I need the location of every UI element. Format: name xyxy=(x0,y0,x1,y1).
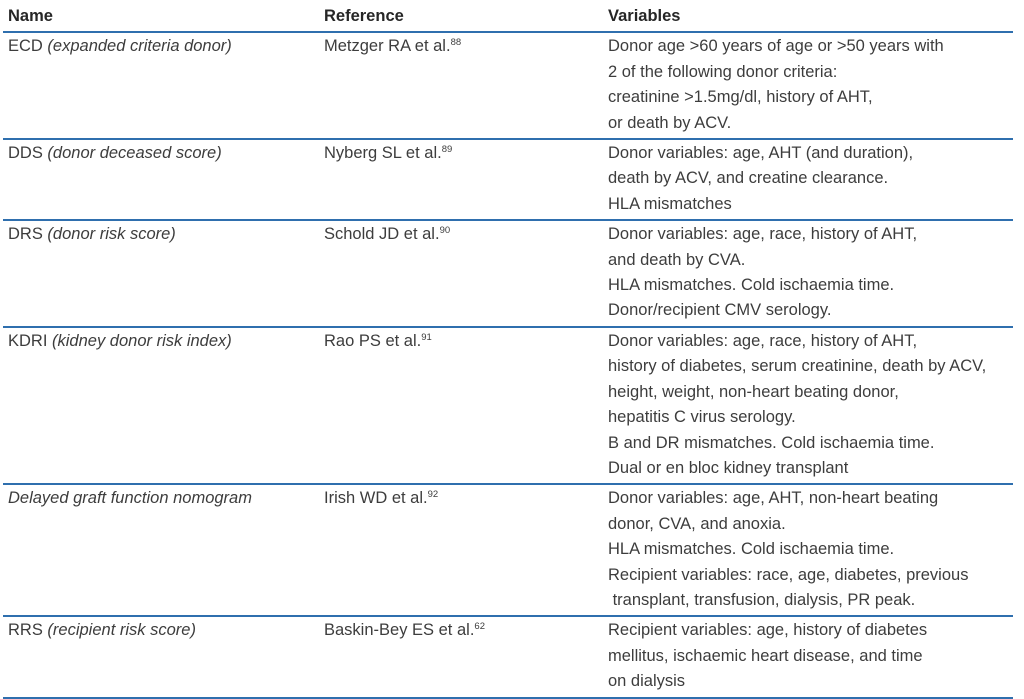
reference-number: 90 xyxy=(439,225,451,237)
reference-number: 91 xyxy=(421,331,432,343)
score-acronym: DRS xyxy=(8,225,48,244)
table-header-row xyxy=(3,0,1013,33)
reference-cell xyxy=(324,485,608,615)
variables-line: HLA mismatches. Cold ischaemia time. xyxy=(608,276,895,295)
reference-citation: Rao PS et al. xyxy=(324,331,422,350)
variables-cell xyxy=(608,617,1013,696)
variables-line: height, weight, non-heart beating donor, xyxy=(608,382,899,401)
reference-number: 62 xyxy=(474,621,485,633)
table-row-dgf-nomogram xyxy=(3,485,1013,617)
variables-line: Donor variables: age, race, history of AHT, xyxy=(608,331,918,350)
score-full-name: (expanded criteria donor) xyxy=(47,37,232,56)
score-acronym: ECD xyxy=(8,37,48,56)
variables-line: Recipient variables: race, age, diabetes, previous xyxy=(608,565,969,584)
name-cell xyxy=(3,33,324,138)
table-row-dds xyxy=(3,140,1013,221)
table-row-rrs xyxy=(3,617,1013,698)
reference-citation: Baskin-Bey ES et al. xyxy=(324,621,475,640)
reference-cell xyxy=(324,617,608,696)
variables-line: Donor variables: age, AHT, non-heart beating xyxy=(608,489,939,508)
name-cell xyxy=(3,485,324,615)
score-full-name: Delayed graft function nomogram xyxy=(8,489,252,508)
score-acronym: KDRI xyxy=(8,331,53,350)
reference-citation: Irish WD et al. xyxy=(324,489,428,508)
variables-line: on dialysis xyxy=(608,672,686,691)
score-full-name: (donor deceased score) xyxy=(47,144,222,163)
variables-line: creatinine >1.5mg/dl, history of AHT, xyxy=(608,88,873,107)
variables-line: HLA mismatches. Cold ischaemia time. xyxy=(608,540,895,559)
table-row-ecd xyxy=(3,33,1013,140)
reference-cell xyxy=(324,328,608,483)
variables-cell xyxy=(608,140,1013,219)
variables-cell xyxy=(608,485,1013,615)
variables-line: mellitus, ischaemic heart disease, and time xyxy=(608,646,923,665)
variables-line: hepatitis C virus serology. xyxy=(608,408,796,427)
name-cell xyxy=(3,617,324,696)
score-acronym: DDS xyxy=(8,144,48,163)
column-header-variables: Variables xyxy=(608,7,681,25)
reference-cell xyxy=(324,140,608,219)
variables-line: B and DR mismatches. Cold ischaemia time. xyxy=(608,433,935,452)
score-full-name: (recipient risk score) xyxy=(47,621,196,640)
name-cell xyxy=(3,140,324,219)
variables-line: Donor variables: age, AHT (and duration), xyxy=(608,144,914,163)
variables-cell xyxy=(608,328,1013,483)
column-header-reference: Reference xyxy=(324,7,404,25)
variables-line: 2 of the following donor criteria: xyxy=(608,62,838,81)
reference-number: 88 xyxy=(450,37,462,49)
variables-line: or death by ACV. xyxy=(608,113,732,132)
score-full-name: (donor risk score) xyxy=(47,225,176,244)
variables-line: transplant, transfusion, dialysis, PR peak. xyxy=(608,590,916,609)
variables-line: Recipient variables: age, history of diabetes xyxy=(608,621,928,640)
reference-cell xyxy=(324,221,608,326)
donor-scores-table xyxy=(3,0,1013,699)
variables-cell xyxy=(608,33,1013,138)
name-cell xyxy=(3,221,324,326)
variables-cell xyxy=(608,221,1013,326)
table-row-kdri xyxy=(3,328,1013,485)
score-full-name: (kidney donor risk index) xyxy=(52,331,232,350)
score-acronym: RRS xyxy=(8,621,48,640)
reference-citation: Metzger RA et al. xyxy=(324,37,451,56)
variables-line: donor, CVA, and anoxia. xyxy=(608,514,786,533)
reference-citation: Schold JD et al. xyxy=(324,225,440,244)
variables-line: and death by CVA. xyxy=(608,250,746,269)
variables-line: HLA mismatches xyxy=(608,194,732,213)
variables-line: Donor age >60 years of age or >50 years with xyxy=(608,37,944,56)
variables-line: Dual or en bloc kidney transplant xyxy=(608,458,849,477)
name-cell xyxy=(3,328,324,483)
variables-line: death by ACV, and creatine clearance. xyxy=(608,169,889,188)
table-row-drs xyxy=(3,221,1013,328)
variables-line: Donor variables: age, race, history of AHT, xyxy=(608,225,918,244)
reference-citation: Nyberg SL et al. xyxy=(324,144,442,163)
reference-number: 89 xyxy=(441,144,453,156)
variables-line: Donor/recipient CMV serology. xyxy=(608,301,832,320)
reference-number: 92 xyxy=(427,489,439,501)
variables-line: history of diabetes, serum creatinine, death by ACV, xyxy=(608,357,987,376)
reference-cell xyxy=(324,33,608,138)
column-header-name: Name xyxy=(8,7,53,25)
